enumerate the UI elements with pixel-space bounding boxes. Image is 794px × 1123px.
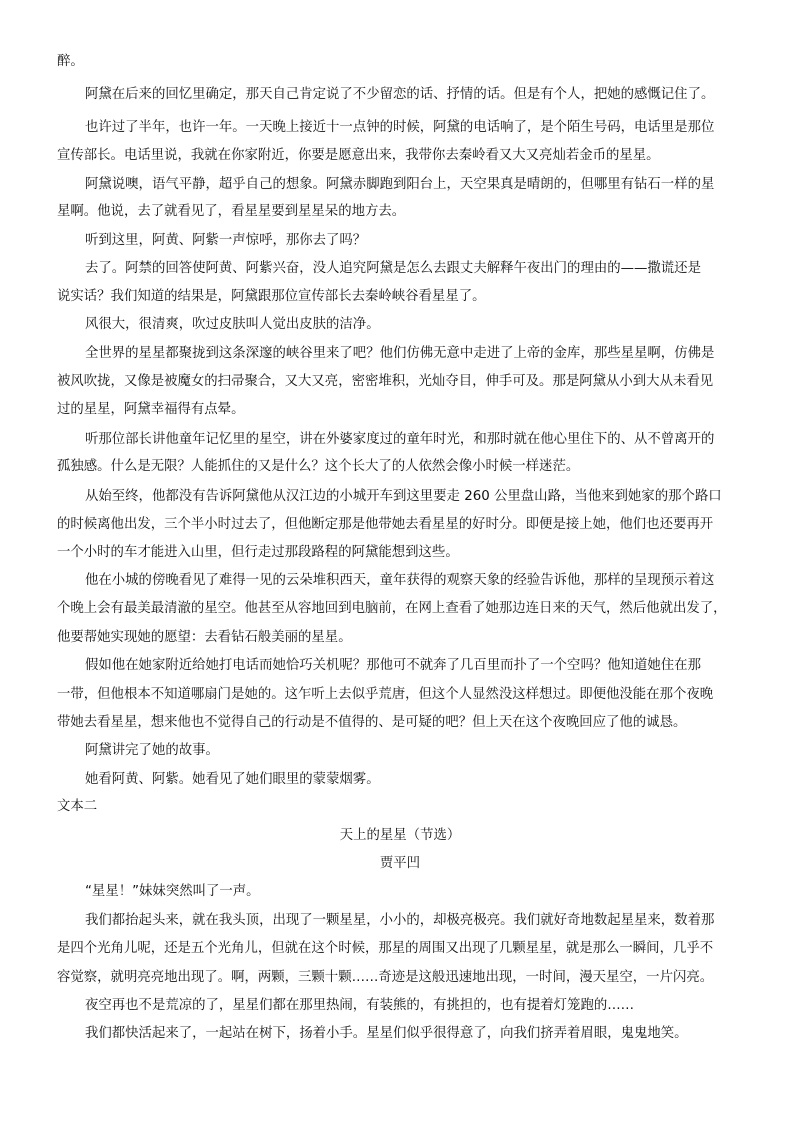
text-line: “星星！”妹妹突然叫了一声。: [85, 884, 260, 899]
text-line: 我们都抬起头来，就在我头顶，出现了一颗星星，小小的，却极亮极亮。我们就好奇地数起星星来，数着那: [85, 913, 715, 928]
text-line: 醉。: [57, 54, 84, 69]
text-line: 一带，但他根本不知道哪扇门是她的。这乍听上去似乎荒唐，但这个人显然没这样想过。即便他没能在那个夜晚: [57, 687, 714, 702]
text-line: 孤独感。什么是无限？人能抓住的又是什么？这个长大了的人依然会像小时候一样迷茫。: [57, 459, 580, 474]
text-line: 也许过了半年，也许一年。一天晚上接近十一点钟的时候，阿黛的电话响了，是个陌生号码，电话里是那位: [85, 120, 715, 135]
section-label: 文本二: [57, 799, 98, 814]
text-line: 他要帮她实现她的愿望：去看钻石般美丽的星星。: [57, 630, 352, 645]
text-line: 听到这里，阿黄、阿紫一声惊呼，那你去了吗？: [85, 233, 367, 248]
text-line: 他在小城的傍晚看见了难得一见的云朵堆积西天，童年获得的观察天象的经验告诉他，那样的呈现预示着这: [85, 573, 715, 588]
text-line: 一个小时的车才能进入山里，但行走过那段路程的阿黛能想到这些。: [57, 545, 459, 560]
text-line: 她看阿黄、阿紫。她看见了她们眼里的蒙蒙烟雾。: [85, 772, 380, 787]
text-line: 听那位部长讲他童年记忆里的星空，讲在外婆家度过的童年时光，和那时就在他心里住下的、从不曾离开的: [85, 432, 715, 447]
article-title: 天上的星星（节选）: [339, 828, 461, 843]
text-line: 假如他在她家附近给她打电话而她恰巧关机呢？那他可不就奔了几百里而扑了一个空吗？他知道她住在那: [85, 658, 701, 673]
text-line: 风很大，很清爽，吹过皮肤叫人觉出皮肤的洁净。: [85, 317, 380, 332]
text-line: 阿黛说噢，语气平静，超乎自己的想象。阿黛赤脚跑到阳台上，天空果真是晴朗的，但哪里有钻石一样的星: [85, 177, 715, 192]
text-line: 去了。阿禁的回答使阿黄、阿紫兴奋，没人追究阿黛是怎么去跟丈夫解释午夜出门的理由的——撒谎还是: [85, 261, 701, 276]
text-line: 是四个光角儿呢，还是五个光角儿，但就在这个时候，那星的周围又出现了几颗星星，就是那么一瞬间，几乎不: [57, 941, 714, 956]
article-author: 贾平凹: [379, 856, 421, 871]
text-line: 我们都快活起来了，一起站在树下，扬着小手。星星们似乎很得意了，向我们挤弄着眉眼，鬼鬼地笑。: [85, 1026, 688, 1041]
text-line: 带她去看星星，想来他也不觉得自己的行动是不值得的、是可疑的吧？但上天在这个夜晚回应了他的诚恳。: [57, 715, 687, 730]
text-line: 说实话？我们知道的结果是，阿黛跟那位宣传部长去秦岭峡谷看星星了。: [57, 289, 486, 304]
text-line: 过的星星，阿黛幸福得有点晕。: [57, 402, 245, 417]
text-line: 全世界的星星都聚拢到这条深邃的峡谷里来了吧？他们仿佛无意中走进了上帝的金库，那些星星啊，仿佛是: [85, 346, 715, 361]
text-line: 被风吹拢，又像是被魔女的扫帚聚合，又大又亮，密密堆积，光灿夺目，伸手可及。那是阿黛从小到大从未看见: [57, 374, 714, 389]
text-line: 宣传部长。电话里说，我就在你家附近，你要是愿意出来，我带你去秦岭看又大又亮灿若金币的星星。: [57, 148, 660, 163]
text-line: 阿黛讲完了她的故事。: [85, 743, 219, 758]
text-line: 阿黛在后来的回忆里确定，那天自己肯定说了不少留恋的话、抒情的话。但是有个人，把她的感慨记住了。: [85, 87, 715, 102]
text-line: 从始至终，他都没有告诉阿黛他从汉江边的小城开车到这里要走 260 公里盘山路，当他来到她家的那个路口: [85, 489, 722, 504]
text-line: 星啊。他说，去了就看见了，看星星要到星星呆的地方去。: [57, 204, 406, 219]
text-line: 容觉察，就明亮亮地出现了。啊，两颗，三颗十颗……奇迹是这般迅速地出现，一时间，漫天星空，一片闪亮。: [57, 970, 714, 985]
text-line: 夜空再也不是荒凉的了，星星们都在那里热闹，有装熊的，有挑担的，也有提着灯笼跑的……: [85, 998, 635, 1013]
text-line: 的时候离他出发，三个半小时过去了，但他断定那是他带她去看星星的好时分。即便是接上她，他们也还要再开: [57, 517, 714, 532]
text-line: 个晚上会有最美最清澈的星空。他甚至从容地回到电脑前，在网上查看了她那边连日来的天气，然后他就出发了，: [57, 601, 727, 616]
